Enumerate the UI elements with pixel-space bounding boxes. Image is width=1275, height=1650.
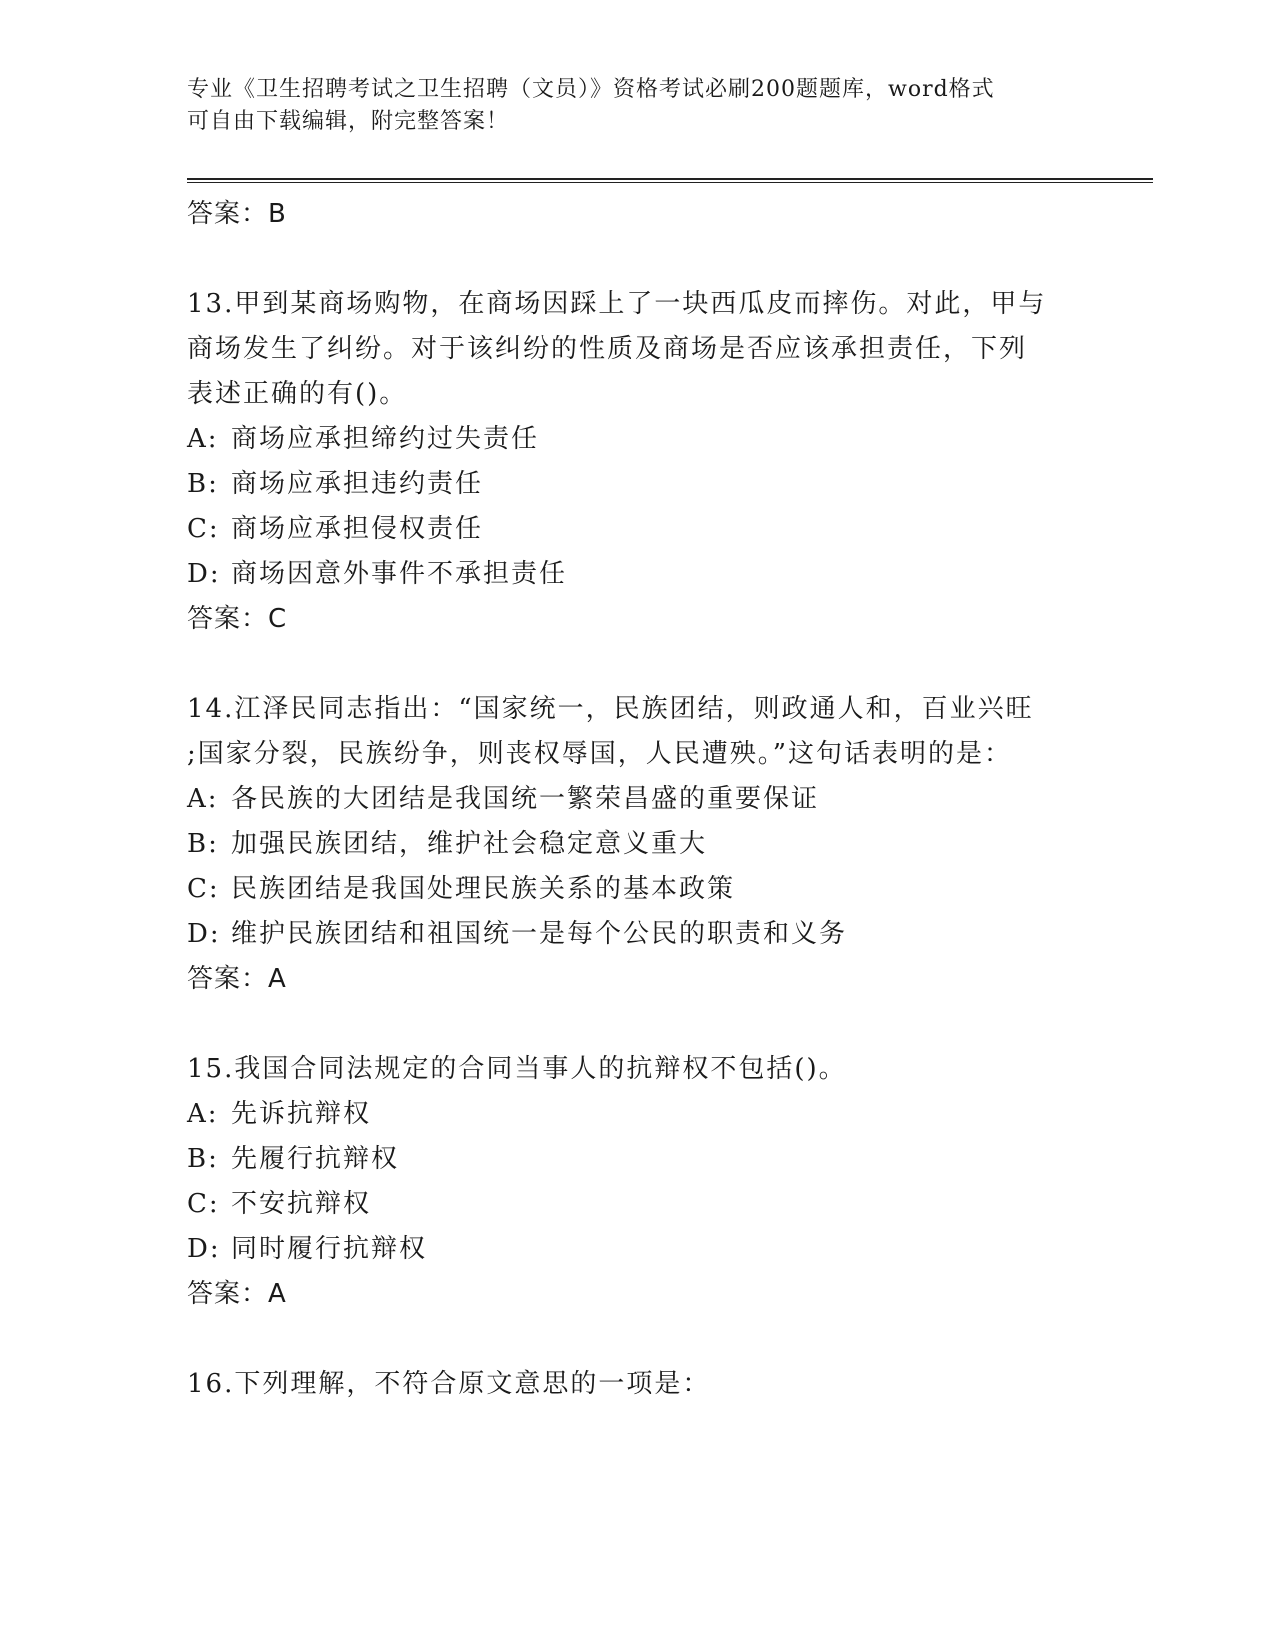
question-stem: 15.我国合同法规定的合同当事人的抗辩权不包括()。 <box>187 1054 847 1084</box>
option-text: 商场因意外事件不承担责任 <box>231 559 568 589</box>
option-letter: A: <box>187 424 219 454</box>
option-a <box>187 1092 1087 1137</box>
option-letter: C: <box>187 514 220 544</box>
option-d <box>187 1227 1087 1272</box>
question-block <box>187 687 1087 1002</box>
option-letter: B: <box>187 1144 219 1174</box>
option-letter: B: <box>187 829 219 859</box>
option-letter: B: <box>187 469 219 499</box>
option-text: 先履行抗辩权 <box>231 1144 400 1174</box>
option-text: 各民族的大团结是我国统一繁荣昌盛的重要保证 <box>231 784 820 814</box>
option-letter: C: <box>187 874 220 904</box>
header-line-2: 可自由下载编辑，附完整答案！ <box>187 109 510 134</box>
answer-line: 答案：B <box>187 199 287 229</box>
option-letter: A: <box>187 784 219 814</box>
option-b <box>187 822 1087 867</box>
question-block <box>187 282 1087 642</box>
question-stem: 14.江泽民同志指出：“国家统一，民族团结，则政通人和，百业兴旺 <box>187 694 1034 724</box>
option-text: 同时履行抗辩权 <box>231 1234 428 1264</box>
option-c <box>187 507 1087 552</box>
option-b <box>187 462 1087 507</box>
option-d <box>187 912 1087 957</box>
option-c <box>187 1182 1087 1227</box>
document-body <box>187 192 1087 1407</box>
question-stem: 表述正确的有()。 <box>187 379 408 409</box>
option-b <box>187 1137 1087 1182</box>
answer-line: 答案：A <box>187 964 287 994</box>
option-text: 商场应承担侵权责任 <box>231 514 484 544</box>
answer-line: 答案：C <box>187 604 288 634</box>
answer-line: 答案：A <box>187 1279 287 1309</box>
option-d <box>187 552 1087 597</box>
question-block <box>187 1047 1087 1317</box>
option-letter: A: <box>187 1099 219 1129</box>
option-text: 商场应承担缔约过失责任 <box>231 424 540 454</box>
header-divider <box>187 178 1153 183</box>
option-letter: D: <box>187 1234 221 1264</box>
option-text: 加强民族团结，维护社会稳定意义重大 <box>231 829 708 859</box>
option-text: 维护民族团结和祖国统一是每个公民的职责和义务 <box>231 919 848 949</box>
question-stem: 商场发生了纠纷。对于该纠纷的性质及商场是否应该承担责任，下列 <box>187 334 1028 364</box>
option-letter: D: <box>187 919 221 949</box>
question-stem: 16.下列理解，不符合原文意思的一项是： <box>187 1369 711 1399</box>
option-text: 先诉抗辩权 <box>231 1099 372 1129</box>
option-text: 民族团结是我国处理民族关系的基本政策 <box>231 874 736 904</box>
option-a <box>187 417 1087 462</box>
document-header <box>187 74 1067 138</box>
option-letter: C: <box>187 1189 220 1219</box>
question-block <box>187 1362 1087 1407</box>
option-text: 商场应承担违约责任 <box>231 469 484 499</box>
option-c <box>187 867 1087 912</box>
question-stem: 13.甲到某商场购物，在商场因踩上了一块西瓜皮而摔伤。对此，甲与 <box>187 289 1047 319</box>
header-line-1: 专业《卫生招聘考试之卫生招聘（文员）》资格考试必刷200题题库，word格式 <box>187 77 995 102</box>
option-a <box>187 777 1087 822</box>
option-letter: D: <box>187 559 221 589</box>
option-text: 不安抗辩权 <box>231 1189 372 1219</box>
question-stem: ;国家分裂，民族纷争，则丧权辱国，人民遭殃。”这句话表明的是： <box>187 739 1013 769</box>
